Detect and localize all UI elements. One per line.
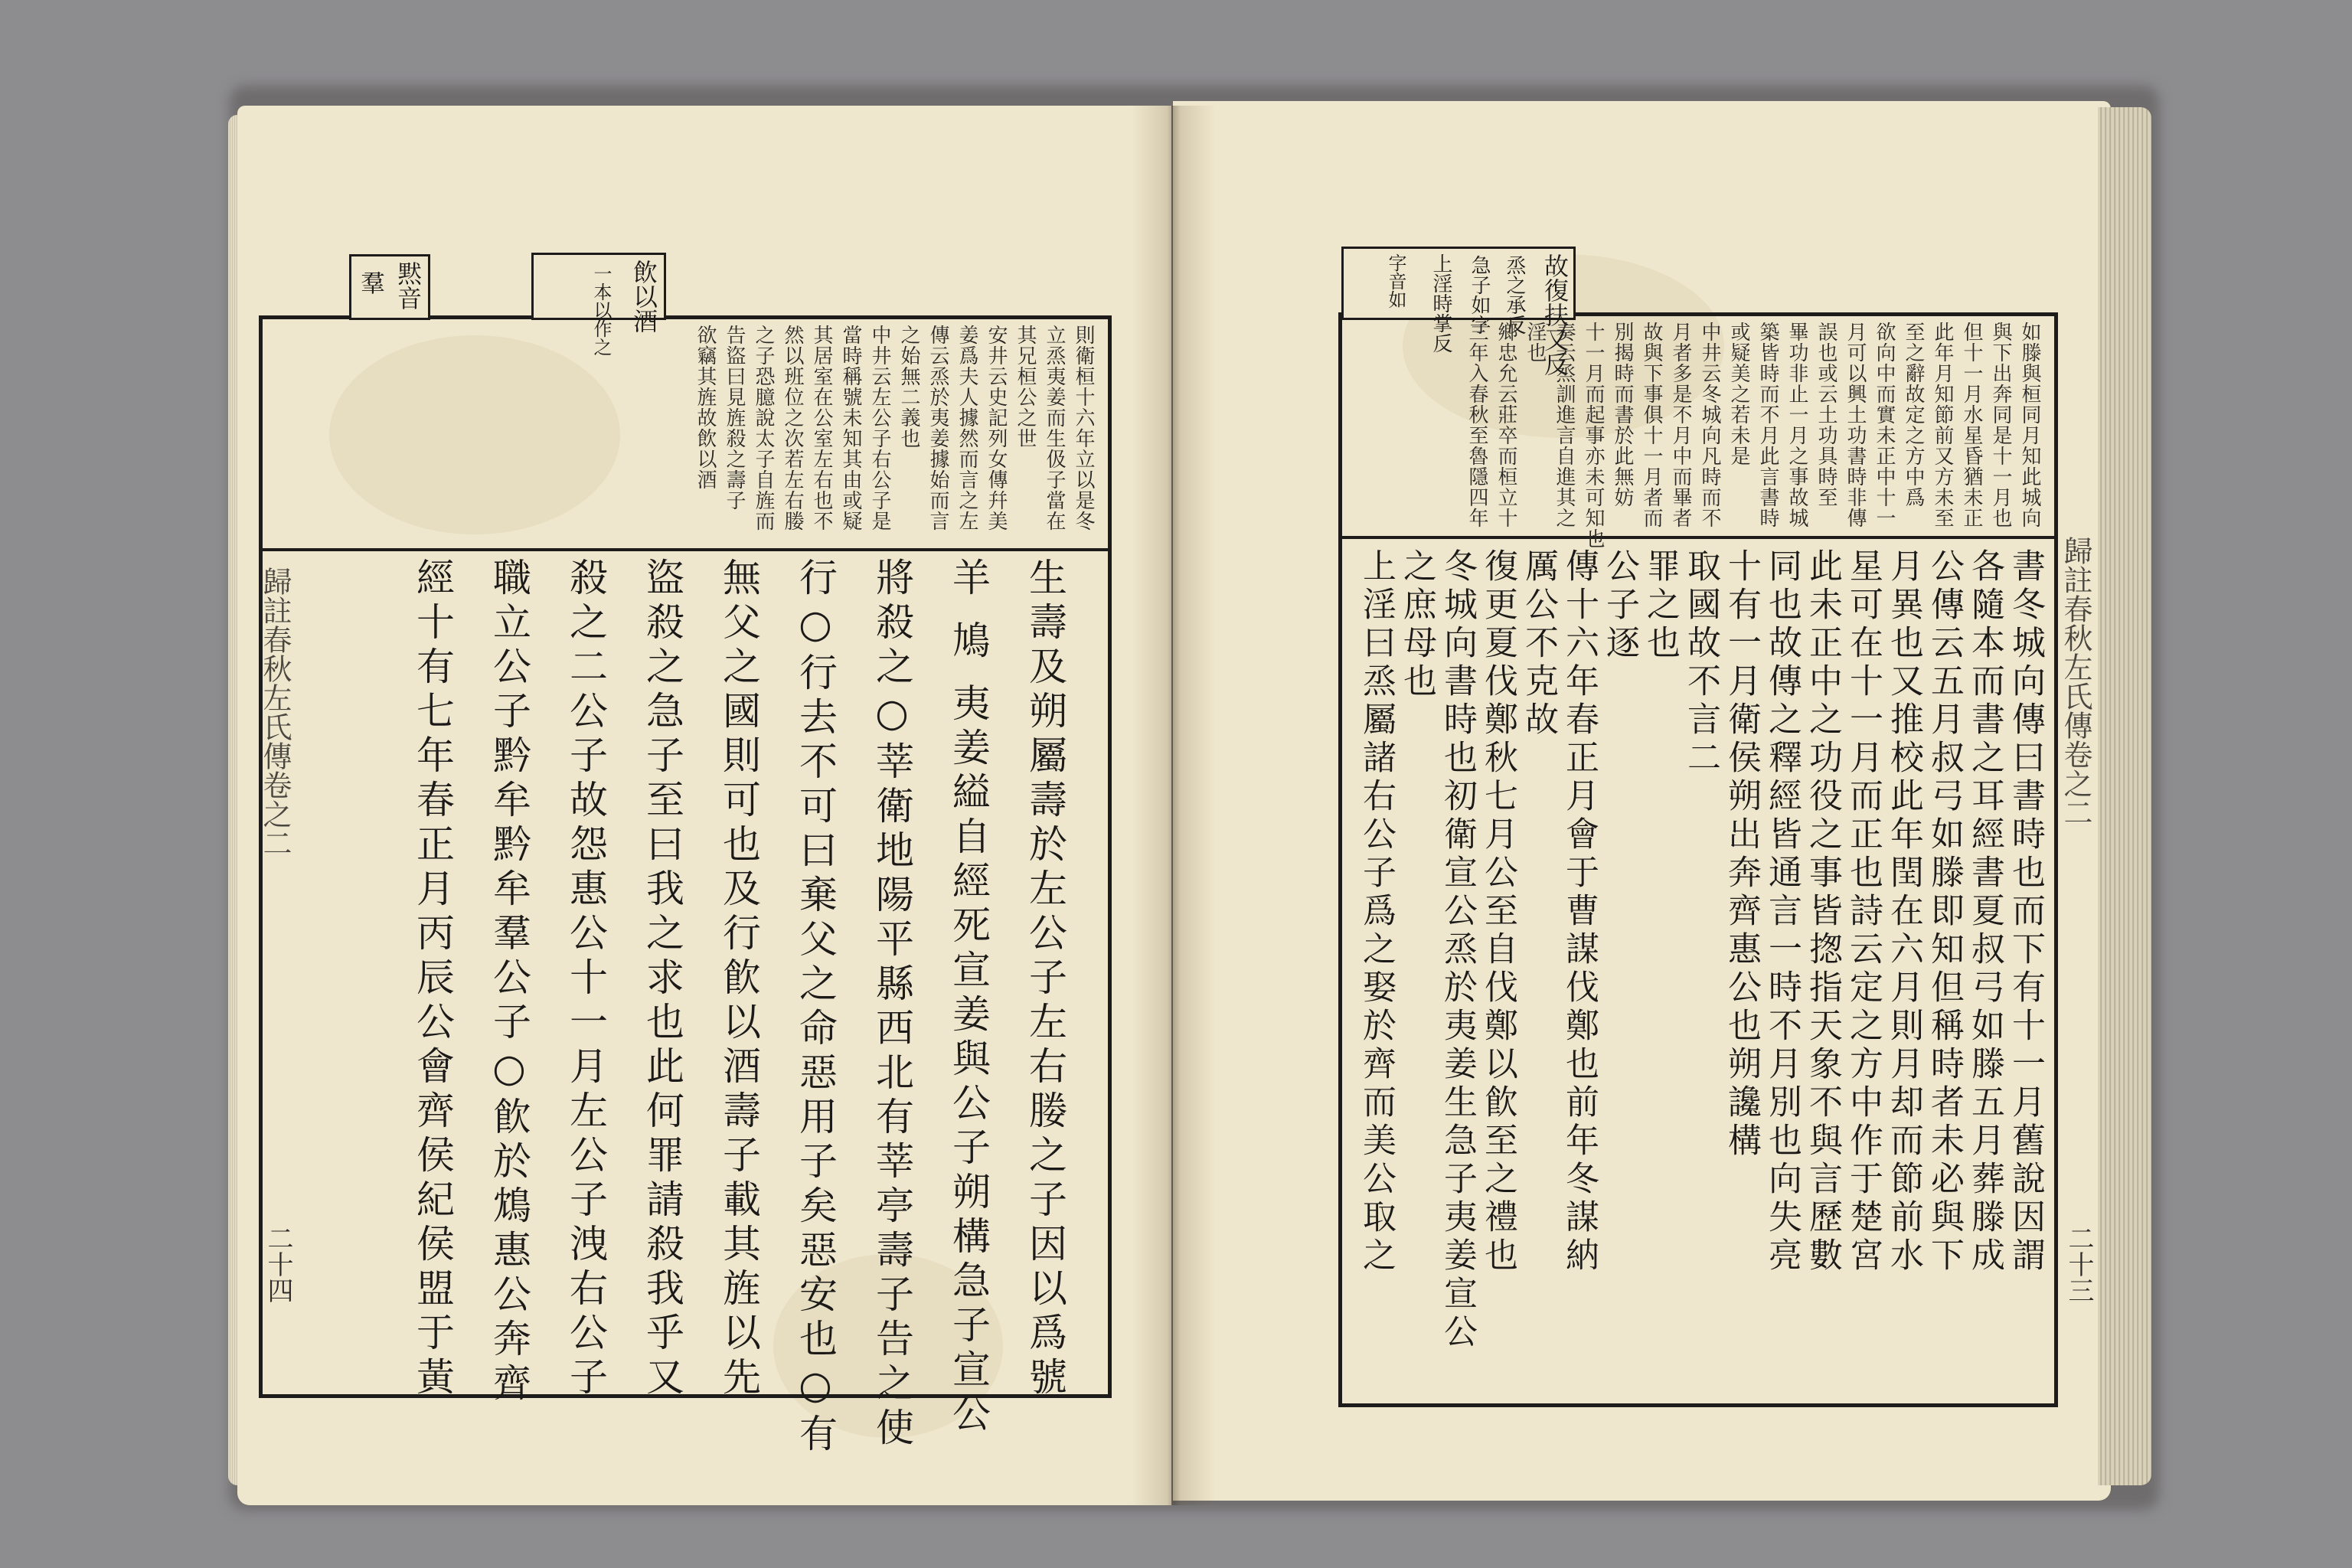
commentary-column: 立烝夷姜而生伋子當在 <box>1043 325 1066 531</box>
commentary-column: 別揭時而書於此無妨 <box>1611 322 1634 508</box>
commentary-column: 然以班位之次若左右媵 <box>781 325 804 531</box>
commentary-column: 如滕與桓同月知此城向 <box>2018 322 2041 528</box>
main-text-column: 十有一月衛侯朔出奔齊惠公也朔讒構 <box>1722 548 1761 1161</box>
main-text-column: 復更夏伐鄭秋七月公至自伐鄭以飮至之禮也 <box>1478 548 1517 1276</box>
commentary-column: 鄉忠允云莊卒而桓立十 <box>1494 322 1517 528</box>
right-divider-line <box>1338 536 2058 539</box>
left-headnote-box-2 <box>531 253 666 356</box>
commentary-column: 但十一月水星昏猶未正 <box>1960 322 1983 528</box>
commentary-column: 月可以興土功書時非傳 <box>1844 322 1867 528</box>
commentary-column: 故與下事俱十一月者而 <box>1640 322 1663 528</box>
headnote-text: 字音如 <box>1385 253 1406 309</box>
commentary-column: 畢功非止一月之事故城 <box>1785 322 1808 528</box>
commentary-column: 奏云烝訓進言自進其之 <box>1553 322 1576 528</box>
left-headnote-box-1 <box>349 254 430 320</box>
main-text-column: 公傳云五月叔弓如滕即知但稱時者未必與下 <box>1925 548 1964 1276</box>
main-text-column: 罪之也 <box>1641 548 1680 663</box>
commentary-column: 中井云冬城向凡時而不 <box>1698 322 1721 528</box>
main-text-column: 同也故傳之釋經皆通言一時不月別也向失亮 <box>1762 548 1802 1276</box>
commentary-column: 則衛桓十六年立以是冬 <box>1072 325 1095 531</box>
commentary-column: 其兄桓公之世 <box>1014 325 1037 449</box>
commentary-column: 當時稱號未知其由或疑 <box>839 325 862 531</box>
headnote-text: 飲以酒 <box>629 260 658 333</box>
left-leaf-number: 二十四 <box>263 1225 293 1303</box>
main-text-column: 羊 鳩 夷姜縊自經死宣姜與公子朔構急子宣公 <box>946 557 991 1438</box>
commentary-column: 欲竊其旌故飲以酒 <box>694 325 717 490</box>
headnote-text: 急子如字 <box>1468 255 1491 335</box>
commentary-column: 姜爲夫人據然而言之左 <box>956 325 978 531</box>
commentary-column: 與下出奔同是十一月也 <box>1989 322 2012 528</box>
commentary-column: 其居室在公室左右也不 <box>810 325 833 531</box>
commentary-column: 安井云史記列女傳幷美 <box>985 325 1008 531</box>
main-text-column: 上淫曰烝屬諸右公子爲之娶於齊而美公取之 <box>1357 548 1396 1276</box>
commentary-column: 月者多是不月中而畢者 <box>1669 322 1692 528</box>
headnote-text: 故復扶又反 <box>1540 253 1570 376</box>
main-text-column: 生壽及朔屬壽於左公子左右媵之子因以爲號 <box>1023 557 1067 1401</box>
main-text-column: 殺之二公子故怨惠公十一月左公子洩右公子 <box>564 557 608 1401</box>
left-divider-line <box>259 548 1112 551</box>
commentary-column: 之始無二義也 <box>897 325 920 449</box>
commentary-column: 淫也 <box>1524 322 1547 363</box>
headnote-text: 羣 <box>357 270 386 295</box>
main-text-column: 厲公不克故 <box>1519 548 1558 740</box>
main-text-column: 無父之國則可也及行飮以酒壽子載其旌以先 <box>717 557 761 1401</box>
headnote-text: 黙音 <box>394 261 423 310</box>
commentary-column: 傳云烝於夷姜據始而言 <box>926 325 949 531</box>
main-text-column: 星可在十一月而正也詩云定之方中作于楚宮 <box>1844 548 1883 1276</box>
commentary-column: 中井云左公子右公子是 <box>868 325 891 531</box>
commentary-column: 十一月而起事亦未可知也 <box>1582 322 1605 549</box>
commentary-column: 此年月知節前又方未至 <box>1931 322 1954 528</box>
main-text-column: 職立公子黔牟黔牟羣公子○飮於鴆惠公奔齊 <box>487 557 531 1407</box>
main-text-column: 此未正中之功役之事皆揔指天象不與言歷數 <box>1803 548 1842 1276</box>
commentary-column: 至之辭故定之方中爲 <box>1902 322 1925 508</box>
main-text-column: 各隨本而書之耳經書夏叔弓如滕五月葬滕成 <box>1965 548 2004 1276</box>
headnote-text: 一本以作之 <box>590 264 612 356</box>
left-margin-title: 歸註春秋左氏傳卷之二 <box>258 567 292 858</box>
headnote-text: 上淫時掌反 <box>1429 253 1452 353</box>
commentary-column: 告盜曰見旌殺之壽子 <box>723 325 746 511</box>
main-text-column: 冬城向書時也初衛宣公烝於夷姜生急子夷姜宣公 <box>1438 548 1477 1352</box>
main-text-column: 盜殺之急子至曰我之求也此何罪請殺我乎又 <box>640 557 684 1401</box>
commentary-column: 築皆時而不月此言書時 <box>1756 322 1779 528</box>
book-gutter <box>1132 106 1216 1505</box>
commentary-column: 之子恐臆說太子自旌而 <box>752 325 775 531</box>
main-text-column: 將殺之○莘衛地陽平縣西北有莘亭壽子告之使 <box>870 557 914 1452</box>
commentary-column: 三年入春秋至魯隱四年 <box>1465 322 1488 528</box>
main-text-column: 之庶母也 <box>1397 548 1436 701</box>
main-text-column: 公子逐 <box>1600 548 1639 663</box>
main-text-column: 月異也又推校此年閏在六月則月却而節前水 <box>1884 548 1923 1276</box>
right-page-edges <box>2098 107 2151 1485</box>
right-leaf-number: 二十三 <box>2063 1225 2094 1303</box>
main-text-column: 取國故不言二 <box>1681 548 1720 778</box>
commentary-column: 誤也或云土功具時至 <box>1815 322 1838 508</box>
right-margin-title: 歸註春秋左氏傳卷之二 <box>2059 536 2092 827</box>
headnote-text: 烝之承反 <box>1503 255 1526 335</box>
main-text-column: 行○行去不可曰棄父之命惡用子矣惡安也○有 <box>793 557 838 1458</box>
main-text-column: 書冬城向傳曰書時也而下有十一月舊說因謂 <box>2006 548 2045 1276</box>
main-text-column: 傳十六年春正月會于曹謀伐鄭也前年冬謀納 <box>1560 548 1599 1276</box>
main-text-column: 經十有七年春正月丙辰公會齊侯紀侯盟于黃 <box>410 557 455 1401</box>
commentary-column: 欲向中而實未正中十一 <box>1873 322 1896 528</box>
commentary-column: 或疑美之若未是 <box>1727 322 1750 466</box>
